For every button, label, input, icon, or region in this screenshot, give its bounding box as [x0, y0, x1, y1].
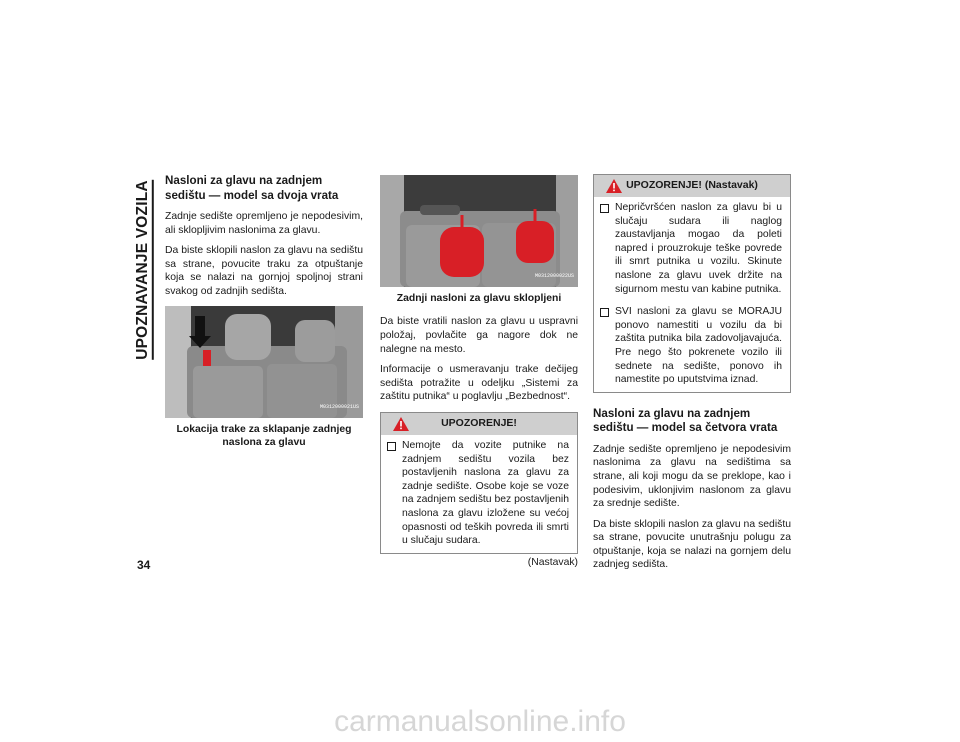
- figure-code: M0312000021US: [319, 403, 359, 410]
- folded-headrest-right: [516, 221, 554, 263]
- warning-item: [594, 197, 790, 301]
- paragraph: Da biste sklopili naslon za glavu na sedištu sa strane, povucite traku za otpuštanje koja se nalazi na gornjoj spoljnoj strani svakog od zadnjih sedišta.: [165, 245, 363, 297]
- warning-title: UPOZORENJE!: [441, 417, 517, 430]
- warning-header: [381, 413, 577, 435]
- warning-text: Nemojte da vozite putnike na zadnjem sedištu vozila bez postavljenih naslona za glavu za zadnje sedište. Osobe koje se voze na zadnjem sedištu bez postavljenih naslona za glavu izložene su većoj opasnosti od teških povreda ili smrti u slučaju sudara.: [402, 439, 569, 547]
- figure-caption: Zadnji nasloni za glavu sklopljeni: [396, 293, 562, 304]
- figure-code: M0312000022US: [534, 273, 574, 280]
- section-title: UPOZNAVANJE VOZILA: [134, 180, 154, 360]
- folded-headrest-left: [440, 227, 484, 277]
- figure-release-strap: [165, 306, 363, 418]
- paragraph: Zadnje sedište opremljeno je nepodesivim naslonima za glavu na sedištima sa strane, ali koji mogu da se preklope, kao i podesivim, uklonjivim naslonom za glavu za srednje sedište.: [593, 443, 791, 510]
- warning-item: [381, 435, 577, 553]
- paragraph: Da biste vratili naslon za glavu u uspravni položaj, povlačite ga nagore dok ne nalegne na mesto.: [380, 316, 578, 355]
- release-strap-highlight: [203, 350, 211, 366]
- warning-text: SVI nasloni za glavu se MORAJU ponovo namestiti u vozilu da bi zaštita putnika bila zadovoljavajuća. Pre nego što pokrenete vozilo ili sednete na sedište, ponovo ih namestite po uputstvima iznad.: [615, 306, 782, 386]
- column-2: [380, 175, 578, 569]
- heading-two-door: Nasloni za glavu na zadnjem sedištu — model sa dvoja vrata: [165, 174, 339, 202]
- warning-text: Nepričvršćen naslon za glavu bi u slučaju sudara ili naglog zaustavljanja mogao da poleti napred i prouzrokuje teške povrede ili smrt putnika u vozilu. Skinute naslone za glavu uvek držite na sigurnom mestu van kabine putnika.: [615, 202, 782, 295]
- warning-triangle-icon: [606, 179, 622, 193]
- figure-headrests-folded: [380, 175, 578, 287]
- paragraph: Da biste sklopili naslon za glavu na sedištu sa strane, povucite unutrašnju polugu za otpuštanje, koja se nalazi na gornjem delu zadnjeg sedišta.: [593, 518, 791, 571]
- paragraph: Zadnje sedište opremljeno je nepodesivim, ali sklopljivim naslonima za glavu.: [165, 211, 363, 236]
- figure-caption: Lokacija trake za sklapanje zadnjeg naslona za glavu: [176, 423, 352, 448]
- warning-box: [380, 412, 578, 554]
- continued-label: (Nastavak): [527, 556, 578, 568]
- watermark: carmanualsonline.info: [334, 705, 626, 738]
- warning-title: UPOZORENJE! (Nastavak): [626, 179, 758, 192]
- paragraph: Informacije o usmeravanju trake dečijeg sedišta potražite u odeljku „Sistemi za zaštitu putnika“ u poglavlju „Bezbednost“.: [380, 364, 578, 403]
- section-side-tab: [132, 168, 156, 372]
- page-number: 34: [137, 558, 151, 572]
- column-1: [165, 174, 363, 459]
- heading-four-door: Nasloni za glavu na zadnjem sedištu — model sa četvora vrata: [593, 406, 778, 435]
- bullet-box-icon: [600, 308, 609, 317]
- column-3: [593, 174, 791, 579]
- warning-header: [594, 175, 790, 197]
- bullet-box-icon: [387, 442, 396, 451]
- bullet-box-icon: [600, 204, 609, 213]
- warning-box-continued: [593, 174, 791, 393]
- warning-triangle-icon: [393, 417, 409, 431]
- warning-item: [594, 301, 790, 392]
